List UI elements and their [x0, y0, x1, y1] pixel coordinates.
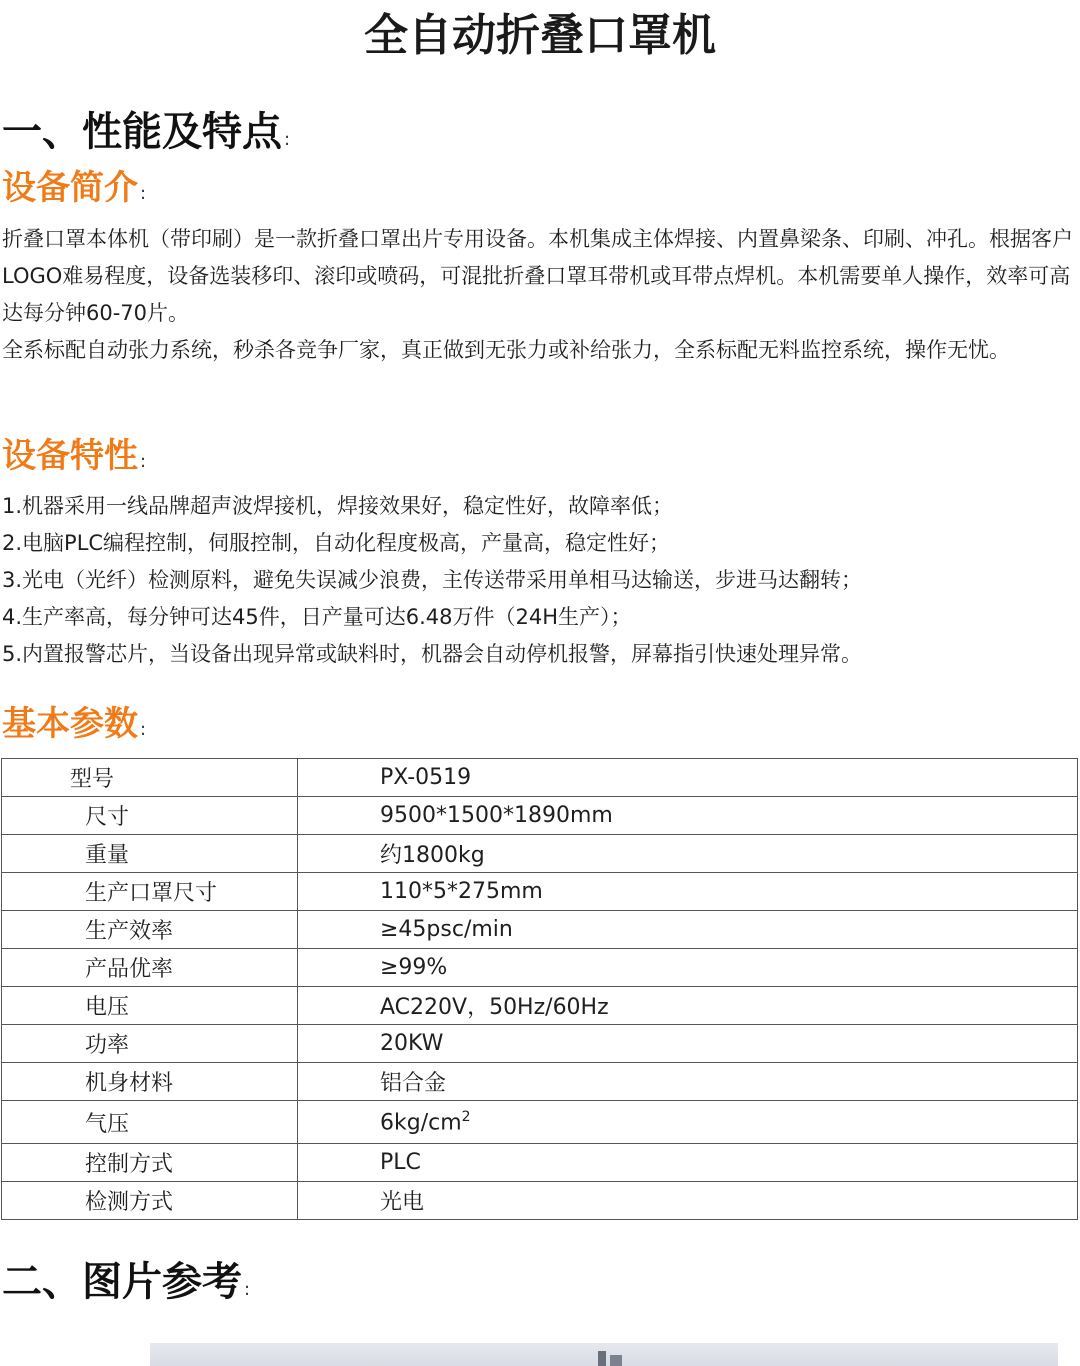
subheading-params — [2, 702, 146, 752]
param-key: 生产口罩尺寸 — [2, 873, 298, 911]
param-value: AC220V，50Hz/60Hz — [298, 987, 1078, 1025]
subheading-intro — [2, 166, 146, 216]
table-row — [2, 1025, 1078, 1063]
table-row — [2, 797, 1078, 835]
param-value: 110*5*275mm — [298, 873, 1078, 911]
intro-paragraph-2: 全系标配自动张力系统，秒杀各竞争厂家，真正做到无张力或补给张力，全系标配无料监控系统，操作无忧。 — [2, 338, 1010, 362]
param-key: 控制方式 — [2, 1144, 298, 1182]
feature-item: 1.机器采用一线品牌超声波焊接机，焊接效果好，稳定性好，故障率低； — [2, 494, 674, 518]
table-row — [2, 1144, 1078, 1182]
intro-paragraph-1: 折叠口罩本体机（带印刷）是一款折叠口罩出片专用设备。本机集成主体焊接、内置鼻梁条、印刷、冲孔。根据客户LOGO难易程度，设备选装移印、滚印或喷码，可混批折叠口罩耳带机或耳带点焊机。本机需要单人操作，效率可高达每分钟60-70片。 — [2, 227, 1073, 325]
section-heading-pictures-text: 二、图片参考 — [2, 1259, 242, 1305]
param-value: ≥99% — [298, 949, 1078, 987]
table-row — [2, 1101, 1078, 1144]
feature-item: 5.内置报警芯片，当设备出现异常或缺料时，机器会自动停机报警，屏幕指引快速处理异常。 — [2, 642, 863, 666]
table-row — [2, 1063, 1078, 1101]
table-row — [2, 987, 1078, 1025]
heading-colon: : — [140, 183, 147, 204]
table-row — [2, 911, 1078, 949]
reference-photo — [150, 1343, 1058, 1366]
heading-colon: : — [140, 719, 147, 740]
param-key: 尺寸 — [2, 797, 298, 835]
param-value: PLC — [298, 1144, 1078, 1182]
heading-colon: : — [140, 451, 147, 472]
param-key: 机身材料 — [2, 1063, 298, 1101]
params-table — [1, 758, 1078, 1220]
param-key: 重量 — [2, 835, 298, 873]
param-key: 气压 — [2, 1101, 298, 1144]
param-key: 产品优率 — [2, 949, 298, 987]
photo-detail — [610, 1355, 622, 1366]
param-value: ≥45psc/min — [298, 911, 1078, 949]
feature-item: 3.光电（光纤）检测原料，避免失误减少浪费，主传送带采用单相马达输送，步进马达翻转； — [2, 568, 863, 592]
page-title: 全自动折叠口罩机 — [364, 10, 716, 61]
subheading-intro-text: 设备简介 — [2, 168, 138, 208]
section-heading-pictures — [2, 1256, 250, 1316]
table-row — [2, 873, 1078, 911]
feature-item: 4.生产率高，每分钟可达45件，日产量可达6.48万件（24H生产）； — [2, 605, 632, 629]
subheading-features — [2, 434, 146, 484]
param-key: 检测方式 — [2, 1182, 298, 1220]
param-value-text: 6kg/cm — [380, 1110, 462, 1136]
feature-item: 2.电脑PLC编程控制，伺服控制，自动化程度极高，产量高，稳定性好； — [2, 531, 671, 555]
table-row — [2, 759, 1078, 797]
heading-colon: : — [284, 129, 291, 150]
table-row — [2, 835, 1078, 873]
param-value: 约1800kg — [298, 835, 1078, 873]
param-value: PX-0519 — [298, 759, 1078, 797]
param-value: 光电 — [298, 1182, 1078, 1220]
feature-list — [2, 488, 1076, 673]
param-key: 功率 — [2, 1025, 298, 1063]
section-heading-performance-text: 一、性能及特点 — [2, 109, 282, 155]
subheading-params-text: 基本参数 — [2, 704, 138, 744]
photo-detail — [598, 1351, 606, 1366]
param-key: 生产效率 — [2, 911, 298, 949]
param-value-superscript: 2 — [461, 1108, 471, 1125]
param-value — [298, 1101, 1078, 1144]
table-row — [2, 1182, 1078, 1220]
param-key: 电压 — [2, 987, 298, 1025]
param-key: 型号 — [2, 759, 298, 797]
param-value: 铝合金 — [298, 1063, 1078, 1101]
subheading-features-text: 设备特性 — [2, 436, 138, 476]
param-value: 9500*1500*1890mm — [298, 797, 1078, 835]
table-row — [2, 949, 1078, 987]
param-value: 20KW — [298, 1025, 1078, 1063]
section-heading-performance — [2, 106, 290, 166]
heading-colon: : — [244, 1279, 251, 1300]
